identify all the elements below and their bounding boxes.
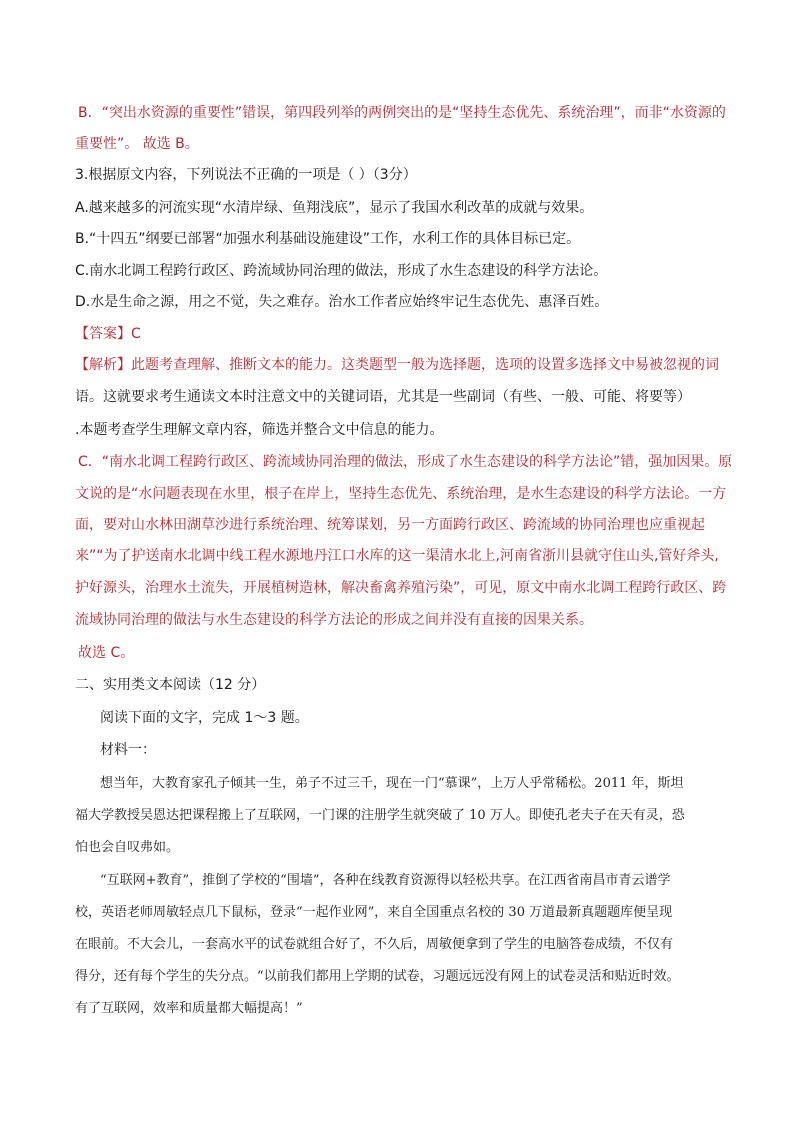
explanation-line-3: 面，要对山水林田湖草沙进行系统治理、统筹谋划，另一方面跨行政区、跨流域的协同治理也应重视起	[75, 517, 705, 533]
para-2-line-4: 得分，还有每个学生的失分点。“以前我们都用上学期的试卷，习题远远没有网上的试卷灵活和贴近时效。	[75, 969, 680, 984]
question-3-stem: 3.根据原文内容，下列说法不正确的一项是（ ）（3分）	[75, 167, 417, 183]
question-3-option-c: C.南水北调工程跨行政区、跨流域协同治理的做法，形成了水生态建设的科学方法论。	[75, 263, 608, 279]
answer-b-line-2: 重要性”。 故选 B。	[75, 136, 199, 152]
question-3-option-d: D.水是生命之源，用之不觉，失之难存。治水工作者应始终牢记生态优先、惠泽百姓。	[75, 294, 609, 310]
material-label: 材料一：	[100, 742, 156, 758]
analysis-line-3: .本题考查学生理解文章内容，筛选并整合文中信息的能力。	[75, 422, 444, 438]
question-3-option-b: B.“十四五”纲要已部署“加强水利基础设施建设”工作，水利工作的具体目标已定。	[75, 231, 581, 247]
para-1-line-3: 怕也会自叹弗如。	[75, 840, 180, 855]
explanation-line-4: 来”“为了护送南水北调中线工程水源地丹江口水库的这一渠清水北上,河南省浙川县就守住山头,管好斧头,	[75, 548, 719, 564]
para-2-line-2: 校，英语老师周敏轻点几下鼠标，登录“一起作业网”，来自全国重点名校的 30 万道最新真题题库便呈现	[75, 905, 673, 920]
explanation-line-1: C．“南水北调工程跨行政区、跨流域协同治理的做法，形成了水生态建设的科学方法论”错，强加因果。原	[78, 454, 733, 470]
para-2-line-1: “互联网+教育”，推倒了学校的“围墙”，各种在线教育资源得以轻松共享。在江西省南昌市青云谱学	[100, 873, 671, 888]
question-3-answer: 【答案】C	[75, 326, 141, 342]
para-2-line-3: 在眼前。不大会儿，一套高水平的试卷就组合好了，不久后，周敏便拿到了学生的电脑答卷成绩，不仅有	[75, 937, 674, 952]
para-1-line-1: 想当年，大教育家孔子倾其一生，弟子不过三千，现在一门“慕课”，上万人乎常稀松。2011 年，斯坦	[100, 776, 684, 791]
section-2-instruction: 阅读下面的文字，完成 1～3 题。	[100, 710, 309, 726]
conclusion-line: 故选 C。	[78, 645, 135, 661]
analysis-line-2: 语。这就要求考生通读文本时注意文中的关键词语，尤其是一些副词（有些、一般、可能、将要等）	[75, 389, 691, 405]
answer-b-line-1: B．“突出水资源的重要性”错误，第四段列举的两例突出的是“坚持生态优先、系统治理”，而非“水资源的	[78, 105, 726, 121]
question-3-option-a: A.越来越多的河流实现“水清岸绿、鱼翔浅底”，显示了我国水利改革的成就与效果。	[75, 200, 594, 216]
explanation-line-5: 护好源头，治理水土流失，开展植树造林，解决畜禽养殖污染”，可见，原文中南水北调工程跨行政区、跨	[75, 580, 727, 596]
explanation-line-2: 文说的是“水问题表现在水里，根子在岸上，坚持生态优先、系统治理，是水生态建设的科学方法论。一方	[75, 486, 727, 502]
para-1-line-2: 福大学教授吴恩达把课程搬上了互联网，一门课的注册学生就突破了 10 万人。即使孔老夫子在天有灵，恐	[75, 808, 685, 823]
para-2-line-5: 有了互联网，效率和质量都大幅提高！”	[75, 1001, 303, 1016]
explanation-line-6: 流域协同治理的做法与水生态建设的科学方法论的形成之间并没有直接的因果关系。	[75, 612, 593, 628]
section-2-heading: 二、实用类文本阅读（12 分）	[75, 677, 266, 693]
analysis-line-1: 【解析】此题考查理解、推断文本的能力。这类题型一般为选择题，选项的设置多选择文中易被忽视的词	[75, 357, 719, 373]
